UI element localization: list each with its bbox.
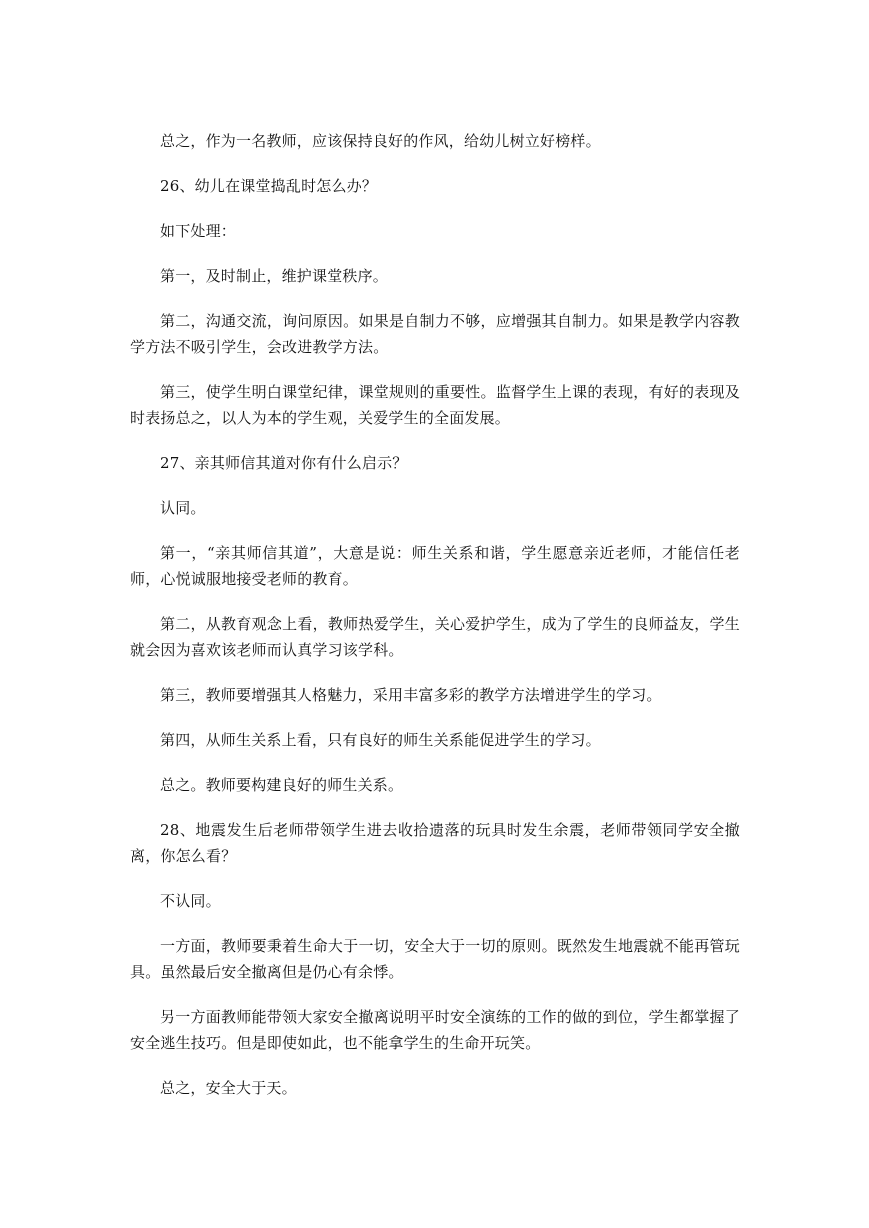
answer-28-stance: 不认同。 [160,892,221,910]
answer-28-conclusion: 总之，安全大于天。 [160,1079,297,1097]
paragraph-conclusion-role-model: 总之，作为一名教师，应该保持良好的作风，给幼儿树立好榜样。 [160,132,601,150]
answer-27-conclusion: 总之。教师要构建良好的师生关系。 [160,776,404,794]
answer-28-point-2: 另一方面教师能带领大家安全撤离说明平时安全演练的工作的做的到位，学生都掌握了安全逃生技巧。但是即使如此，也不能拿学生的生命开玩笑。 [130,1008,740,1052]
question-28-heading: 28、地震发生后老师带领学生进去收拾遗落的玩具时发生余震，老师带领同学安全撤离，你怎么看？ [130,821,740,865]
answer-27-point-2: 第二，从教育观念上看，教师热爱学生，关心爱护学生，成为了学生的良师益友，学生就会因为喜欢该老师而认真学习该学科。 [130,615,740,659]
answer-intro: 如下处理： [160,222,237,240]
answer-27-stance: 认同。 [160,499,206,517]
answer-26-point-3: 第三，使学生明白课堂纪律，课堂规则的重要性。监督学生上课的表现，有好的表现及时表扬总之，以人为本的学生观，关爱学生的全面发展。 [130,383,740,427]
answer-27-point-3: 第三，教师要增强其人格魅力，采用丰富多彩的教学方法增进学生的学习。 [160,686,662,704]
answer-27-point-1: 第一，“亲其师信其道”，大意是说：师生关系和谐，学生愿意亲近老师，才能信任老师，心悦诚服地接受老师的教育。 [130,544,740,588]
document-body [130,128,740,1120]
answer-26-point-2: 第二，沟通交流，询问原因。如果是自制力不够，应增强其自制力。如果是教学内容教学方法不吸引学生，会改进教学方法。 [130,312,740,356]
question-27-heading: 27、亲其师信其道对你有什么启示？ [160,454,408,472]
answer-26-point-1: 第一，及时制止，维护课堂秩序。 [160,267,389,285]
answer-27-point-4: 第四，从师生关系上看，只有良好的师生关系能促进学生的学习。 [160,731,601,749]
answer-28-point-1: 一方面，教师要秉着生命大于一切，安全大于一切的原则。既然发生地震就不能再管玩具。虽然最后安全撤离但是仍心有余悸。 [130,937,740,981]
question-26-heading: 26、幼儿在课堂捣乱时怎么办？ [160,177,378,195]
